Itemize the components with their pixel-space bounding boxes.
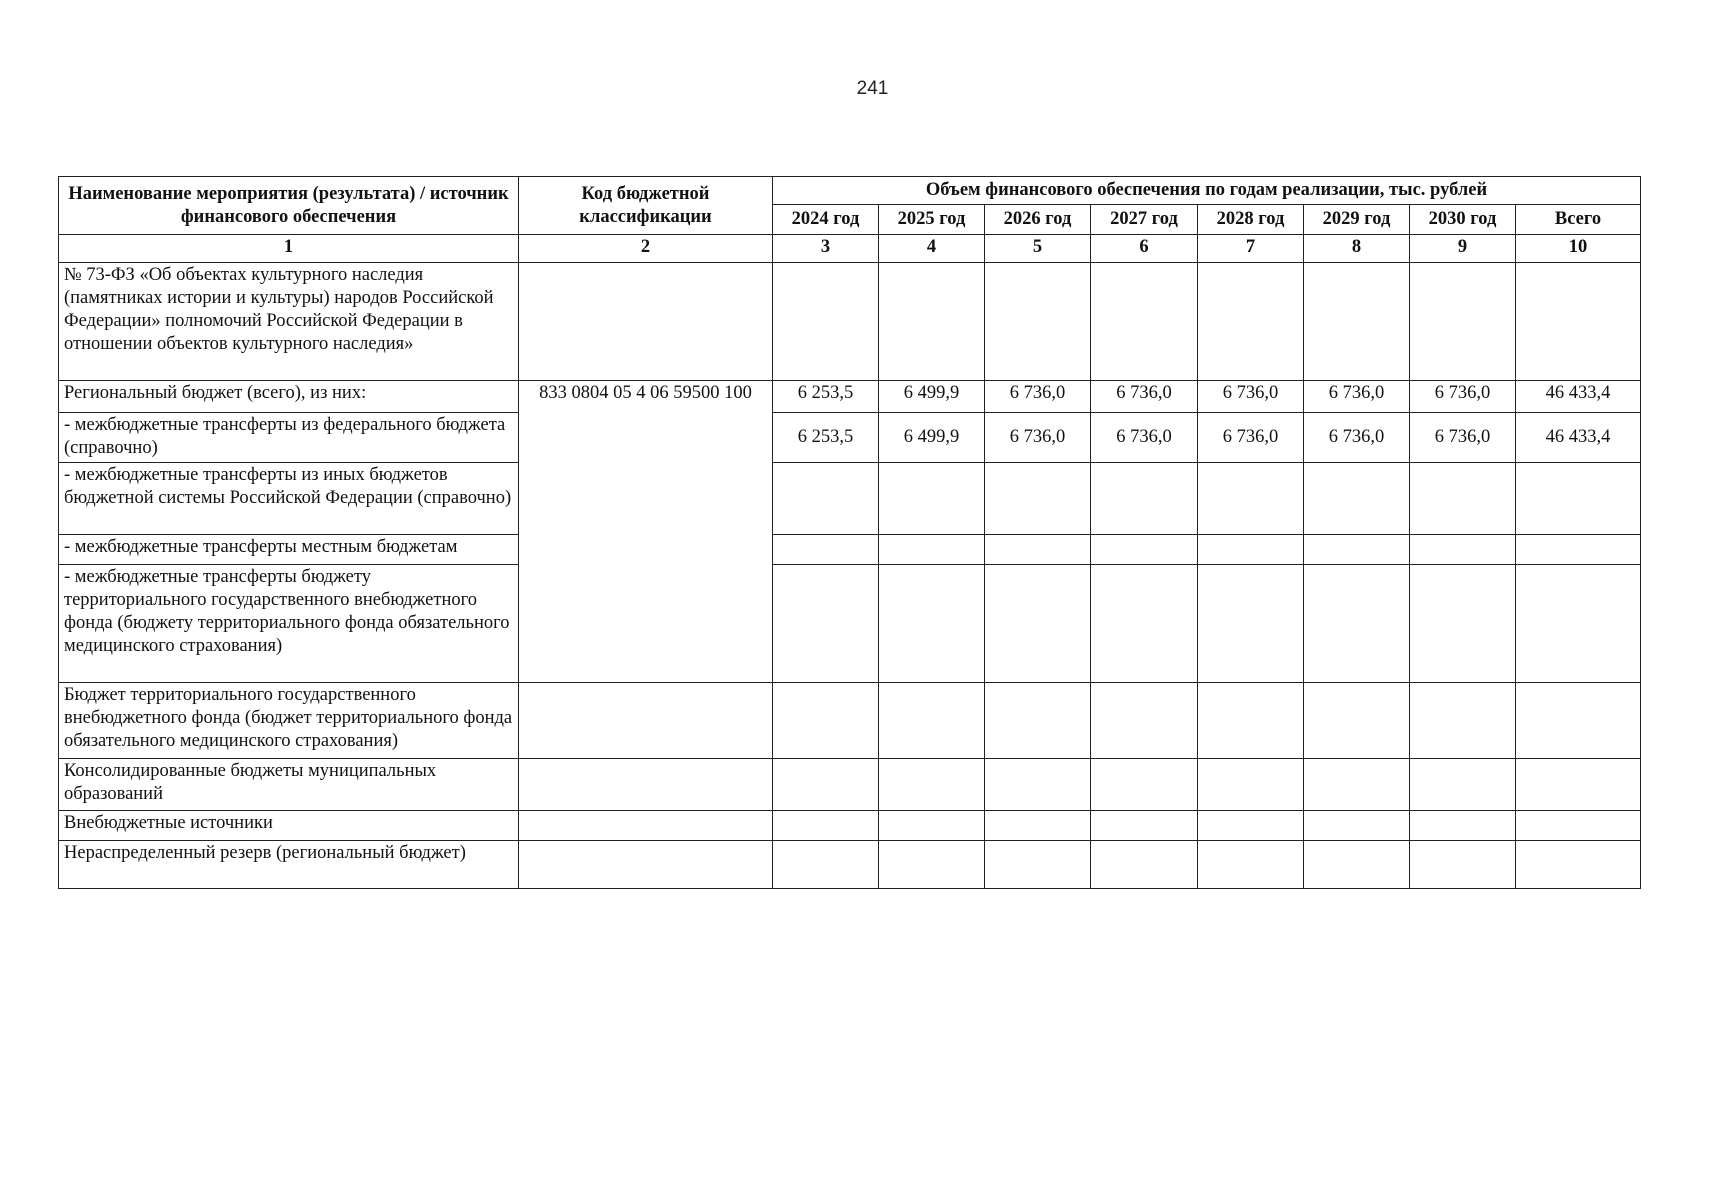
row-value [1091,841,1198,889]
header-volume: Объем финансового обеспечения по годам реализации, тыс. рублей [773,177,1641,205]
row-value [1410,263,1516,381]
header-code: Код бюджетной классификации [519,177,773,235]
row-value [1198,759,1304,811]
row-value [1304,565,1410,683]
row-value [879,263,985,381]
row-value [879,841,985,889]
row-value [1410,759,1516,811]
budget-code: 833 0804 05 4 06 59500 100 [519,381,773,683]
row-value [1091,535,1198,565]
header-year: 2024 год [773,205,879,235]
row-value [1091,463,1198,535]
row-code [519,263,773,381]
row-value [773,565,879,683]
row-value: 6 736,0 [1304,381,1410,413]
row-value: 6 253,5 [773,413,879,463]
row-name: Бюджет территориального государственного внебюджетного фонда (бюджет территориального фонда обязательного медицинского страхования) [59,683,519,759]
row-value: 6 736,0 [1091,381,1198,413]
row-value [985,463,1091,535]
column-number: 10 [1516,235,1641,263]
row-value [1410,463,1516,535]
row-value [1516,683,1641,759]
row-value [1091,811,1198,841]
column-number: 9 [1410,235,1516,263]
header-total: Всего [1516,205,1641,235]
column-number: 4 [879,235,985,263]
row-name: Региональный бюджет (всего), из них: [59,381,519,413]
row-value [879,683,985,759]
row-value: 6 253,5 [773,381,879,413]
row-value [1198,841,1304,889]
row-name: № 73-ФЗ «Об объектах культурного наследия (памятниках истории и культуры) народов Российской Федерации» полномочий Российской Федерации в отношении объектов культурного наследия» [59,263,519,381]
table-row [59,413,1641,463]
row-value [1516,811,1641,841]
column-number: 5 [985,235,1091,263]
row-name: Консолидированные бюджеты муниципальных образований [59,759,519,811]
row-value: 6 736,0 [1198,381,1304,413]
table-row [59,535,1641,565]
row-value [773,759,879,811]
row-value [1091,683,1198,759]
row-value [1410,841,1516,889]
row-value [1304,759,1410,811]
row-value [773,463,879,535]
row-value [985,263,1091,381]
row-name: - межбюджетные трансферты из федерального бюджета (справочно) [59,413,519,463]
financing-table [58,176,1641,889]
row-value [879,535,985,565]
column-number: 6 [1091,235,1198,263]
row-value: 6 736,0 [1091,413,1198,463]
table-row [59,565,1641,683]
header-name: Наименование мероприятия (результата) / источник финансового обеспечения [59,177,519,235]
row-name: - межбюджетные трансферты местным бюджетам [59,535,519,565]
row-value: 6 736,0 [985,413,1091,463]
row-value [773,535,879,565]
row-value [1198,535,1304,565]
row-value [1198,565,1304,683]
row-value [1410,565,1516,683]
header-year: 2025 год [879,205,985,235]
table-row [59,381,1641,413]
table-row [59,263,1641,381]
column-number: 7 [1198,235,1304,263]
row-value [1516,535,1641,565]
row-value [773,811,879,841]
row-value [1516,841,1641,889]
row-value [1410,811,1516,841]
header-year: 2028 год [1198,205,1304,235]
row-value [879,759,985,811]
row-value: 6 736,0 [1198,413,1304,463]
row-name: Нераспределенный резерв (региональный бюджет) [59,841,519,889]
page-number: 241 [856,78,889,99]
row-value [1304,811,1410,841]
row-value [1198,263,1304,381]
row-value [1304,463,1410,535]
row-value [1304,683,1410,759]
table-row [59,841,1641,889]
row-value [1410,535,1516,565]
row-value [985,759,1091,811]
row-value [1198,811,1304,841]
row-value [1410,683,1516,759]
row-value [1516,759,1641,811]
row-value [879,463,985,535]
table-row [59,759,1641,811]
row-value [985,841,1091,889]
row-value [985,565,1091,683]
row-name: - межбюджетные трансферты бюджету территориального государственного внебюджетного фонда (бюджету территориального фонда обязательного медицинского страхования) [59,565,519,683]
row-value: 6 736,0 [1304,413,1410,463]
row-value [985,535,1091,565]
row-value [1198,683,1304,759]
row-code [519,811,773,841]
row-value: 46 433,4 [1516,381,1641,413]
table-row [59,683,1641,759]
column-number: 8 [1304,235,1410,263]
row-value [1304,263,1410,381]
row-value: 46 433,4 [1516,413,1641,463]
column-number: 2 [519,235,773,263]
header-year: 2027 год [1091,205,1198,235]
row-value: 6 736,0 [1410,413,1516,463]
row-value [773,263,879,381]
row-value [1516,263,1641,381]
row-value [1198,463,1304,535]
row-code [519,683,773,759]
row-value [985,811,1091,841]
row-value: 6 736,0 [985,381,1091,413]
row-value [879,811,985,841]
table-row [59,811,1641,841]
row-value [1304,841,1410,889]
row-value: 6 499,9 [879,413,985,463]
row-value [985,683,1091,759]
column-number: 1 [59,235,519,263]
row-name: - межбюджетные трансферты из иных бюджетов бюджетной системы Российской Федерации (справочно) [59,463,519,535]
row-value [773,683,879,759]
row-value [1091,759,1198,811]
row-value [1516,463,1641,535]
row-value: 6 499,9 [879,381,985,413]
column-number: 3 [773,235,879,263]
row-code [519,841,773,889]
header-year: 2026 год [985,205,1091,235]
row-value [1091,565,1198,683]
row-value [879,565,985,683]
row-value [1304,535,1410,565]
row-name: Внебюджетные источники [59,811,519,841]
header-year: 2030 год [1410,205,1516,235]
row-value [773,841,879,889]
row-code [519,759,773,811]
row-value [1091,263,1198,381]
header-year: 2029 год [1304,205,1410,235]
row-value [1516,565,1641,683]
table-row [59,463,1641,535]
row-value: 6 736,0 [1410,381,1516,413]
